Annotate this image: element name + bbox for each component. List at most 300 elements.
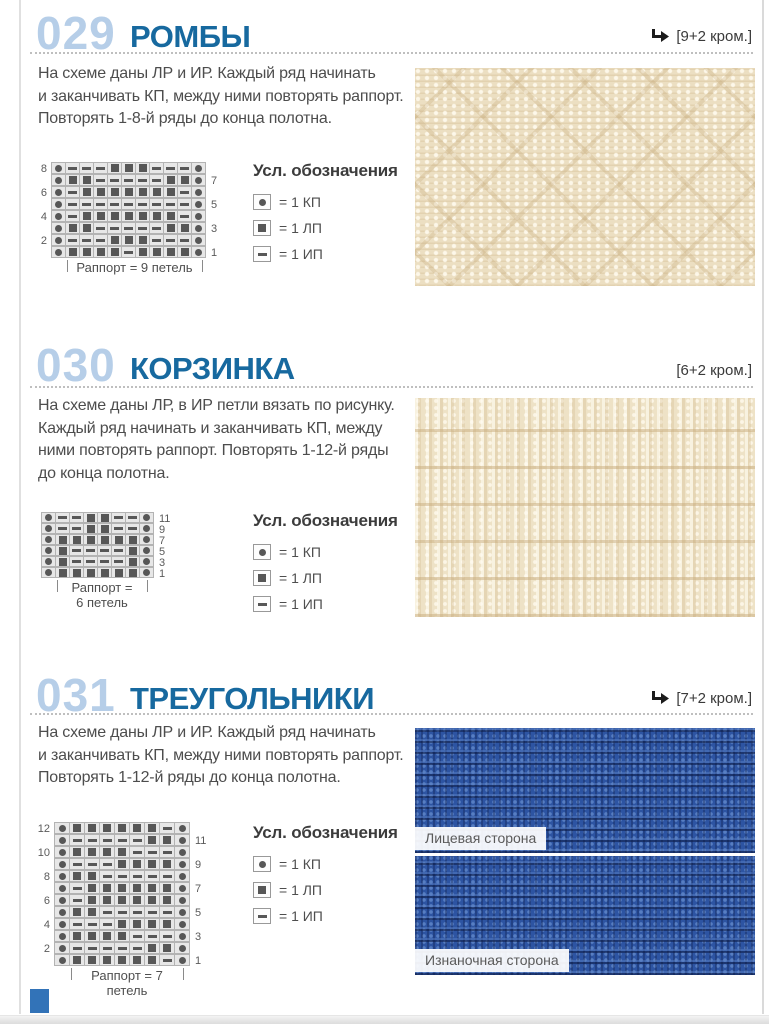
dash-icon [133,875,142,878]
dash-icon [166,239,175,242]
legend-symbol-box [253,570,271,586]
stitch-count-text: [6+2 кром.] [676,362,752,379]
chart-cell [79,222,94,234]
description-line: и заканчивать КП, между ними повторять раппорт. [38,87,404,105]
repeat-caption [71,968,183,998]
chart-cell [107,198,122,210]
chart-cell [135,186,150,198]
chart-cell [191,186,206,198]
chart-cell [139,534,154,545]
square-icon [73,956,81,964]
dash-icon [180,215,189,218]
dot-icon [55,237,62,244]
dash-icon [100,549,109,552]
chart-cell [191,198,206,210]
chart-cell [129,918,145,930]
chart-cell [69,834,85,846]
pattern-title: КОРЗИНКА [130,351,295,386]
chart-cell [97,567,112,578]
chart-cell [174,930,190,942]
square-icon [59,547,67,555]
chart-cell [111,512,126,523]
row-number-left: 8 [40,163,47,175]
chart-cell [144,834,160,846]
chart-cell [107,234,122,246]
chart-cell [99,930,115,942]
chart-cell [177,162,192,174]
square-icon [88,932,96,940]
photo-caption: Лицевая сторона [415,827,546,850]
legend-item [253,908,398,924]
chart-cell [97,512,112,523]
chart-cell [114,846,130,858]
legend-item [253,194,398,210]
dot-icon [179,957,186,964]
square-icon [148,896,156,904]
square-icon [148,824,156,832]
pattern-title: ТРЕУГОЛЬНИКИ [130,681,374,716]
chart-cell [159,894,175,906]
row-number-right: 7 [159,534,166,547]
chart-cell [54,822,70,834]
chart-cell [191,174,206,186]
dash-icon [68,167,77,170]
dash-icon [73,923,82,926]
chart-cell [191,162,206,174]
dot-icon [59,897,66,904]
chart-cell [84,954,100,966]
square-icon [139,164,147,172]
dash-icon [73,839,82,842]
chart-cell [159,918,175,930]
stitch-count-badge [676,362,752,379]
dot-icon [179,921,186,928]
dash-icon [73,947,82,950]
square-icon [115,536,123,544]
row-number-left [39,931,55,943]
chart-cell [144,906,160,918]
row-number-right: 7 [195,883,202,895]
dot-icon [179,873,186,880]
chart-cell [84,942,100,954]
chart-cell [41,523,56,534]
square-icon [83,188,91,196]
chart-cell [51,222,66,234]
dash-icon [180,239,189,242]
dash-icon [133,851,142,854]
legend-symbol-box [253,194,271,210]
dash-icon [124,227,133,230]
dash-icon [110,203,119,206]
row-number-left [39,907,55,919]
row-number-right: 9 [159,523,166,536]
square-icon [88,824,96,832]
dot-icon [143,514,150,521]
square-icon [69,248,77,256]
square-icon [133,884,141,892]
dash-icon [68,191,77,194]
dash-icon [133,839,142,842]
square-icon [139,236,147,244]
row-number-right [206,163,225,175]
chart-cell [79,246,94,258]
dot-icon [143,569,150,576]
dash-icon [148,911,157,914]
chart-cell [54,954,70,966]
row-number-right [190,943,209,955]
dash-icon [148,851,157,854]
row-number-left [36,175,52,187]
square-icon [88,848,96,856]
chart-cell [125,545,140,556]
chart-cell [107,186,122,198]
dash-icon [73,863,82,866]
row-number-right: 1 [211,247,218,259]
chart-cell [99,822,115,834]
square-icon [163,920,171,928]
fabric-photo-front [415,728,755,853]
row-number-right [206,235,225,247]
chart-cell [163,246,178,258]
square-icon [181,248,189,256]
chart-cell [163,210,178,222]
chart-cell [177,222,192,234]
dot-icon [179,945,186,952]
chart-cell [129,954,145,966]
chart-cell [99,846,115,858]
chart-cell [69,894,85,906]
chart-cell [111,545,126,556]
square-icon [181,224,189,232]
row-number-left [39,883,55,895]
square-icon [111,236,119,244]
square-icon [118,848,126,856]
square-icon [148,884,156,892]
square-icon [118,956,126,964]
square-icon [148,944,156,952]
dash-icon [68,215,77,218]
dot-icon [259,861,266,868]
square-icon [97,188,105,196]
fabric-photo [415,398,755,617]
chart-cell [163,234,178,246]
row-number-right: 1 [195,955,202,967]
square-icon [87,536,95,544]
chart-row [39,955,209,967]
legend-item-label: = 1 КП [279,194,321,210]
chart-row [42,568,173,579]
square-icon [118,824,126,832]
square-icon [153,212,161,220]
chart-cell [51,198,66,210]
chart-cell [129,930,145,942]
chart-cell [93,198,108,210]
chart-cell [135,162,150,174]
square-icon [101,569,109,577]
dash-icon [110,179,119,182]
repeat-caption-line: Раппорт = [71,580,133,595]
chart-cell [69,918,85,930]
chart-cell [159,930,175,942]
chart-cell [149,222,164,234]
chart-cell [114,822,130,834]
description-line: На схеме даны ЛР, в ИР петли вязать по рисунку. [38,397,395,414]
square-icon [88,956,96,964]
chart-cell [139,512,154,523]
chart-cell [174,834,190,846]
chart-cell [114,942,130,954]
row-number-right: 11 [159,512,171,525]
dot-icon [45,569,52,576]
dot-icon [45,536,52,543]
dash-icon [128,527,137,530]
row-number-right: 3 [211,223,218,235]
stitch-count-text: [9+2 кром.] [676,28,752,45]
dot-icon [195,225,202,232]
chart-cell [83,545,98,556]
square-icon [83,224,91,232]
chart-cell [177,174,192,186]
dash-icon [180,167,189,170]
chart-cell [125,556,140,567]
square-icon [181,176,189,184]
dash-icon [258,915,267,918]
square-icon [69,224,77,232]
chart-cell [83,556,98,567]
square-icon [103,848,111,856]
symbol-legend [253,823,398,934]
chart-cell [121,186,136,198]
dash-icon [124,203,133,206]
dash-icon [96,179,105,182]
chart-cell [114,954,130,966]
dash-icon [133,911,142,914]
dash-icon [72,527,81,530]
dash-icon [118,839,127,842]
chart-cell [149,198,164,210]
square-icon [133,860,141,868]
chart-cell [65,198,80,210]
chart-cell [54,870,70,882]
chart-cell [79,174,94,186]
row-number-right: 3 [159,556,166,569]
knitting-chart [42,513,173,615]
chart-cell [97,534,112,545]
chart-cell [144,858,160,870]
chart-cell [84,906,100,918]
square-icon [148,836,156,844]
legend-symbol-box [253,220,271,236]
chart-cell [135,198,150,210]
chart-cell [191,222,206,234]
chart-cell [121,246,136,258]
dash-icon [152,167,161,170]
chart-cell [69,523,84,534]
square-icon [111,188,119,196]
square-icon [153,248,161,256]
square-icon [129,558,137,566]
chart-cell [174,858,190,870]
chart-cell [174,870,190,882]
chart-cell [65,210,80,222]
legend-item [253,882,398,898]
dot-icon [195,213,202,220]
chart-cell [69,567,84,578]
chart-cell [114,834,130,846]
dash-icon [73,887,82,890]
description-line: и заканчивать КП, между ними повторять раппорт. [38,746,404,764]
bracket-tick [183,968,184,980]
chart-cell [129,846,145,858]
dot-icon [179,837,186,844]
legend-item-label: = 1 ИП [279,908,323,924]
chart-cell [129,894,145,906]
chart-cell [99,870,115,882]
square-icon [73,536,81,544]
chart-cell [191,234,206,246]
legend-item-label: = 1 ЛП [279,882,322,898]
chart-cell [159,906,175,918]
square-icon [83,212,91,220]
chart-cell [125,567,140,578]
dash-icon [72,560,81,563]
dot-icon [179,861,186,868]
chart-cell [149,246,164,258]
square-icon [59,558,67,566]
legend-item-label: = 1 КП [279,856,321,872]
repeat-caption-line: Раппорт = 9 петель [76,260,193,275]
row-number-right: 5 [159,545,166,558]
chart-cell [69,556,84,567]
square-icon [148,920,156,928]
chart-cell [69,942,85,954]
dash-icon [124,251,133,254]
chart-cell [54,882,70,894]
page-left-edge [19,0,21,1014]
square-icon [118,860,126,868]
dot-icon [195,237,202,244]
chart-cell [149,162,164,174]
dot-icon [55,225,62,232]
chart-cell [129,942,145,954]
dash-icon [100,560,109,563]
chart-cell [114,894,130,906]
chart-cell [107,246,122,258]
pattern-number: 029 [36,7,116,59]
square-icon [88,908,96,916]
dash-icon [258,253,267,256]
dash-icon [103,923,112,926]
legend-item-label: = 1 ИП [279,596,323,612]
pattern-number: 031 [36,669,116,721]
dot-icon [59,861,66,868]
chart-cell [144,846,160,858]
chart-cell [129,882,145,894]
square-icon [163,896,171,904]
dash-icon [114,560,123,563]
chart-cell [93,210,108,222]
dash-icon [124,179,133,182]
chart-cell [125,534,140,545]
row-number-right [190,823,209,835]
square-icon [129,536,137,544]
pattern-number: 030 [36,339,116,391]
chart-cell [149,186,164,198]
chart-cell [177,186,192,198]
row-number-right [206,187,225,199]
dot-icon [195,201,202,208]
repeat-caption-line: 6 петель [76,595,128,610]
chart-cell [174,954,190,966]
dotted-separator [30,52,753,54]
chart-cell [114,870,130,882]
knitting-chart [39,823,209,1003]
square-icon [125,164,133,172]
dash-icon [68,203,77,206]
chart-cell [177,234,192,246]
dot-icon [143,525,150,532]
row-number-right: 5 [195,907,202,919]
chart-cell [99,906,115,918]
square-icon [129,569,137,577]
stitch-count-badge [650,690,752,707]
square-icon [118,896,126,904]
description-line: Каждый ряд начинать и заканчивать КП, между [38,419,383,437]
dot-icon [59,933,66,940]
chart-cell [139,523,154,534]
chart-cell [174,894,190,906]
dot-icon [59,921,66,928]
square-icon [73,932,81,940]
chart-cell [69,846,85,858]
dot-icon [55,249,62,256]
dot-icon [45,547,52,554]
chart-cell [177,198,192,210]
square-icon [69,176,77,184]
chart-cell [84,822,100,834]
row-number-left: 12 [37,823,50,835]
chart-cell [114,930,130,942]
legend-symbol-box [253,856,271,872]
chart-cell [159,846,175,858]
dash-icon [82,203,91,206]
chart-cell [129,870,145,882]
chart-cell [51,210,66,222]
square-icon [88,884,96,892]
chart-cell [125,512,140,523]
square-icon [118,932,126,940]
dot-icon [143,547,150,554]
pattern-description [38,395,395,485]
dot-icon [59,825,66,832]
chart-cell [144,894,160,906]
chart-cell [54,918,70,930]
chart-cell [111,523,126,534]
dash-icon [163,851,172,854]
chart-cell [174,942,190,954]
chart-cell [107,162,122,174]
dash-icon [96,239,105,242]
dot-icon [179,909,186,916]
dash-icon [86,560,95,563]
chart-cell [163,174,178,186]
chart-cell [159,870,175,882]
dash-icon [180,191,189,194]
chart-cell [51,234,66,246]
chart-cell [129,906,145,918]
chart-cell [84,846,100,858]
chart-cell [41,534,56,545]
